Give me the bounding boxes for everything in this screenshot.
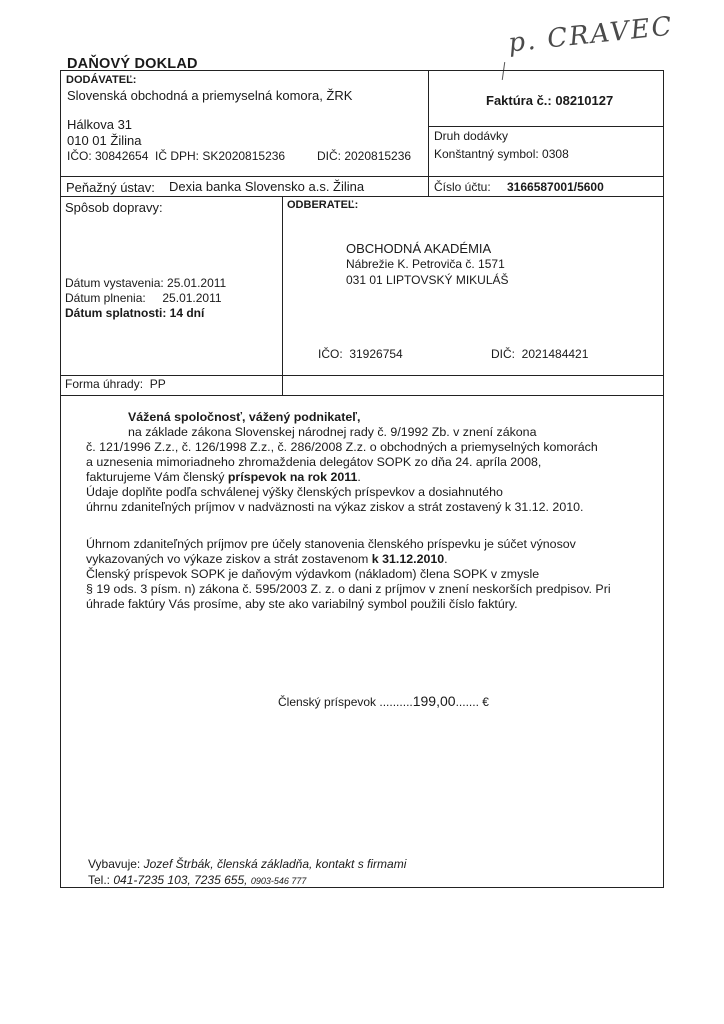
transport-label: Spôsob dopravy: <box>65 200 163 215</box>
invoice-number: Faktúra č.: 08210127 <box>486 93 614 108</box>
account-label: Číslo účtu: <box>434 180 491 194</box>
supplier-heading: DODÁVATEĽ: <box>66 74 137 86</box>
date-issued: Dátum vystavenia: 25.01.2011 <box>65 276 227 290</box>
letter-line: § 19 ods. 3 písm. n) zákona č. 595/2003 Z. z. o dani z príjmov v znení neskorších predpisov. Pri <box>86 582 611 596</box>
letter-emphasis: k 31.12.2010 <box>371 552 445 566</box>
fee-dots: ....... <box>455 695 479 709</box>
customer-street: Nábrežie K. Petroviča č. 1571 <box>346 257 505 271</box>
footer-prepared-name: Jozef Štrbák, členská základňa, kontakt s firmami <box>143 857 407 871</box>
customer-heading: ODBERATEĽ: <box>287 199 359 211</box>
supplier-ic-dph: IČ DPH: SK2020815236 <box>155 149 286 163</box>
letter-emphasis: príspevok na rok 2011 <box>227 470 358 484</box>
letter-line: č. 121/1996 Z.z., č. 126/1998 Z.z., č. 286/2008 Z.z. o obchodných a priemyselných komorách <box>86 440 598 454</box>
footer-prepared-label: Vybavuje: <box>88 857 144 871</box>
footer-tel-label: Tel.: <box>88 873 114 887</box>
payment-form: Forma úhrady: PP <box>65 377 166 391</box>
customer-name: OBCHODNÁ AKADÉMIA <box>346 241 492 256</box>
letter-text: . <box>357 470 361 484</box>
supplier-city: 010 01 Žilina <box>67 133 142 148</box>
letter-text: fakturujeme Vám členský <box>86 470 228 484</box>
date-due: Dátum splatnosti: 14 dní <box>65 306 205 320</box>
supplier-name: Slovenská obchodná a priemyselná komora, ŽRK <box>67 88 353 103</box>
fee-label: Členský príspevok <box>278 695 377 709</box>
footer-tel-mobile: 0903-546 777 <box>250 876 307 886</box>
footer-prepared <box>88 857 406 871</box>
bank-name: Dexia banka Slovensko a.s. Žilina <box>169 179 365 194</box>
fee-dots: .......... <box>379 695 413 709</box>
fee-amount: 199,00 <box>412 693 456 709</box>
rule-supplier-bottom <box>61 176 663 177</box>
letter-greeting: Vážená spoločnosť, vážený podnikateľ, <box>128 410 361 424</box>
supplier-dic: DIČ: 2020815236 <box>317 149 412 163</box>
letter-line: Úhrnom zdaniteľných príjmov pre účely stanovenia členského príspevku je súčet výnosov <box>86 537 576 551</box>
supplier-ico: IČO: 30842654 <box>67 149 149 163</box>
letter-line <box>86 552 448 567</box>
letter-text: vykazovaných vo výkaze ziskov a strát zostavenom <box>86 552 372 566</box>
rule-addresses-bottom <box>61 375 663 376</box>
fee-line <box>278 694 489 709</box>
bank-label: Peňažný ústav: <box>66 180 155 195</box>
rule-customer-divider <box>282 196 283 395</box>
letter-text: . <box>444 552 448 566</box>
invoice-frame <box>60 70 664 888</box>
customer-ico: IČO: 31926754 <box>318 347 403 361</box>
footer-tel-numbers: 041-7235 103, 7235 655, <box>113 873 251 887</box>
letter-line: Údaje doplňte podľa schválenej výšky členských príspevkov a dosiahnutého <box>86 485 503 499</box>
delivery-type: Druh dodávky <box>434 129 509 143</box>
rule-payment-bottom <box>61 395 663 396</box>
customer-city: 031 01 LIPTOVSKÝ MIKULÁŠ <box>346 273 509 287</box>
rule-supplier-divider <box>428 71 429 196</box>
letter-line: úhrnu zdaniteľných príjmov v nadväznosti na výkaz ziskov a strát zostavený k 31.12. 2010. <box>86 500 584 514</box>
constant-symbol: Konštantný symbol: 0308 <box>434 147 569 161</box>
letter-line: na základe zákona Slovenskej národnej rady č. 9/1992 Zb. v znení zákona <box>128 425 537 439</box>
rule-bank-bottom <box>61 196 663 197</box>
rule-invoice-number-bottom <box>428 126 663 127</box>
customer-dic: DIČ: 2021484421 <box>491 347 589 361</box>
account-number: 3166587001/5600 <box>507 180 604 194</box>
letter-line: úhrade faktúry Vás prosíme, aby ste ako variabilný symbol použili číslo faktúry. <box>86 597 518 611</box>
handwritten-note: p. CRAVEC <box>506 11 675 59</box>
document-title: DAŇOVÝ DOKLAD <box>67 56 198 72</box>
fee-currency: € <box>482 695 489 709</box>
letter-line: Členský príspevok SOPK je daňovým výdavkom (nákladom) člena SOPK v zmysle <box>86 567 540 581</box>
letter-line <box>86 470 361 485</box>
date-delivery: Dátum plnenia: 25.01.2011 <box>65 291 222 305</box>
supplier-street: Hálkova 31 <box>67 117 133 132</box>
letter-line: a uznesenia mimoriadneho zhromaždenia delegátov SOPK zo dňa 24. apríla 2008, <box>86 455 542 469</box>
footer-phone <box>88 873 306 888</box>
